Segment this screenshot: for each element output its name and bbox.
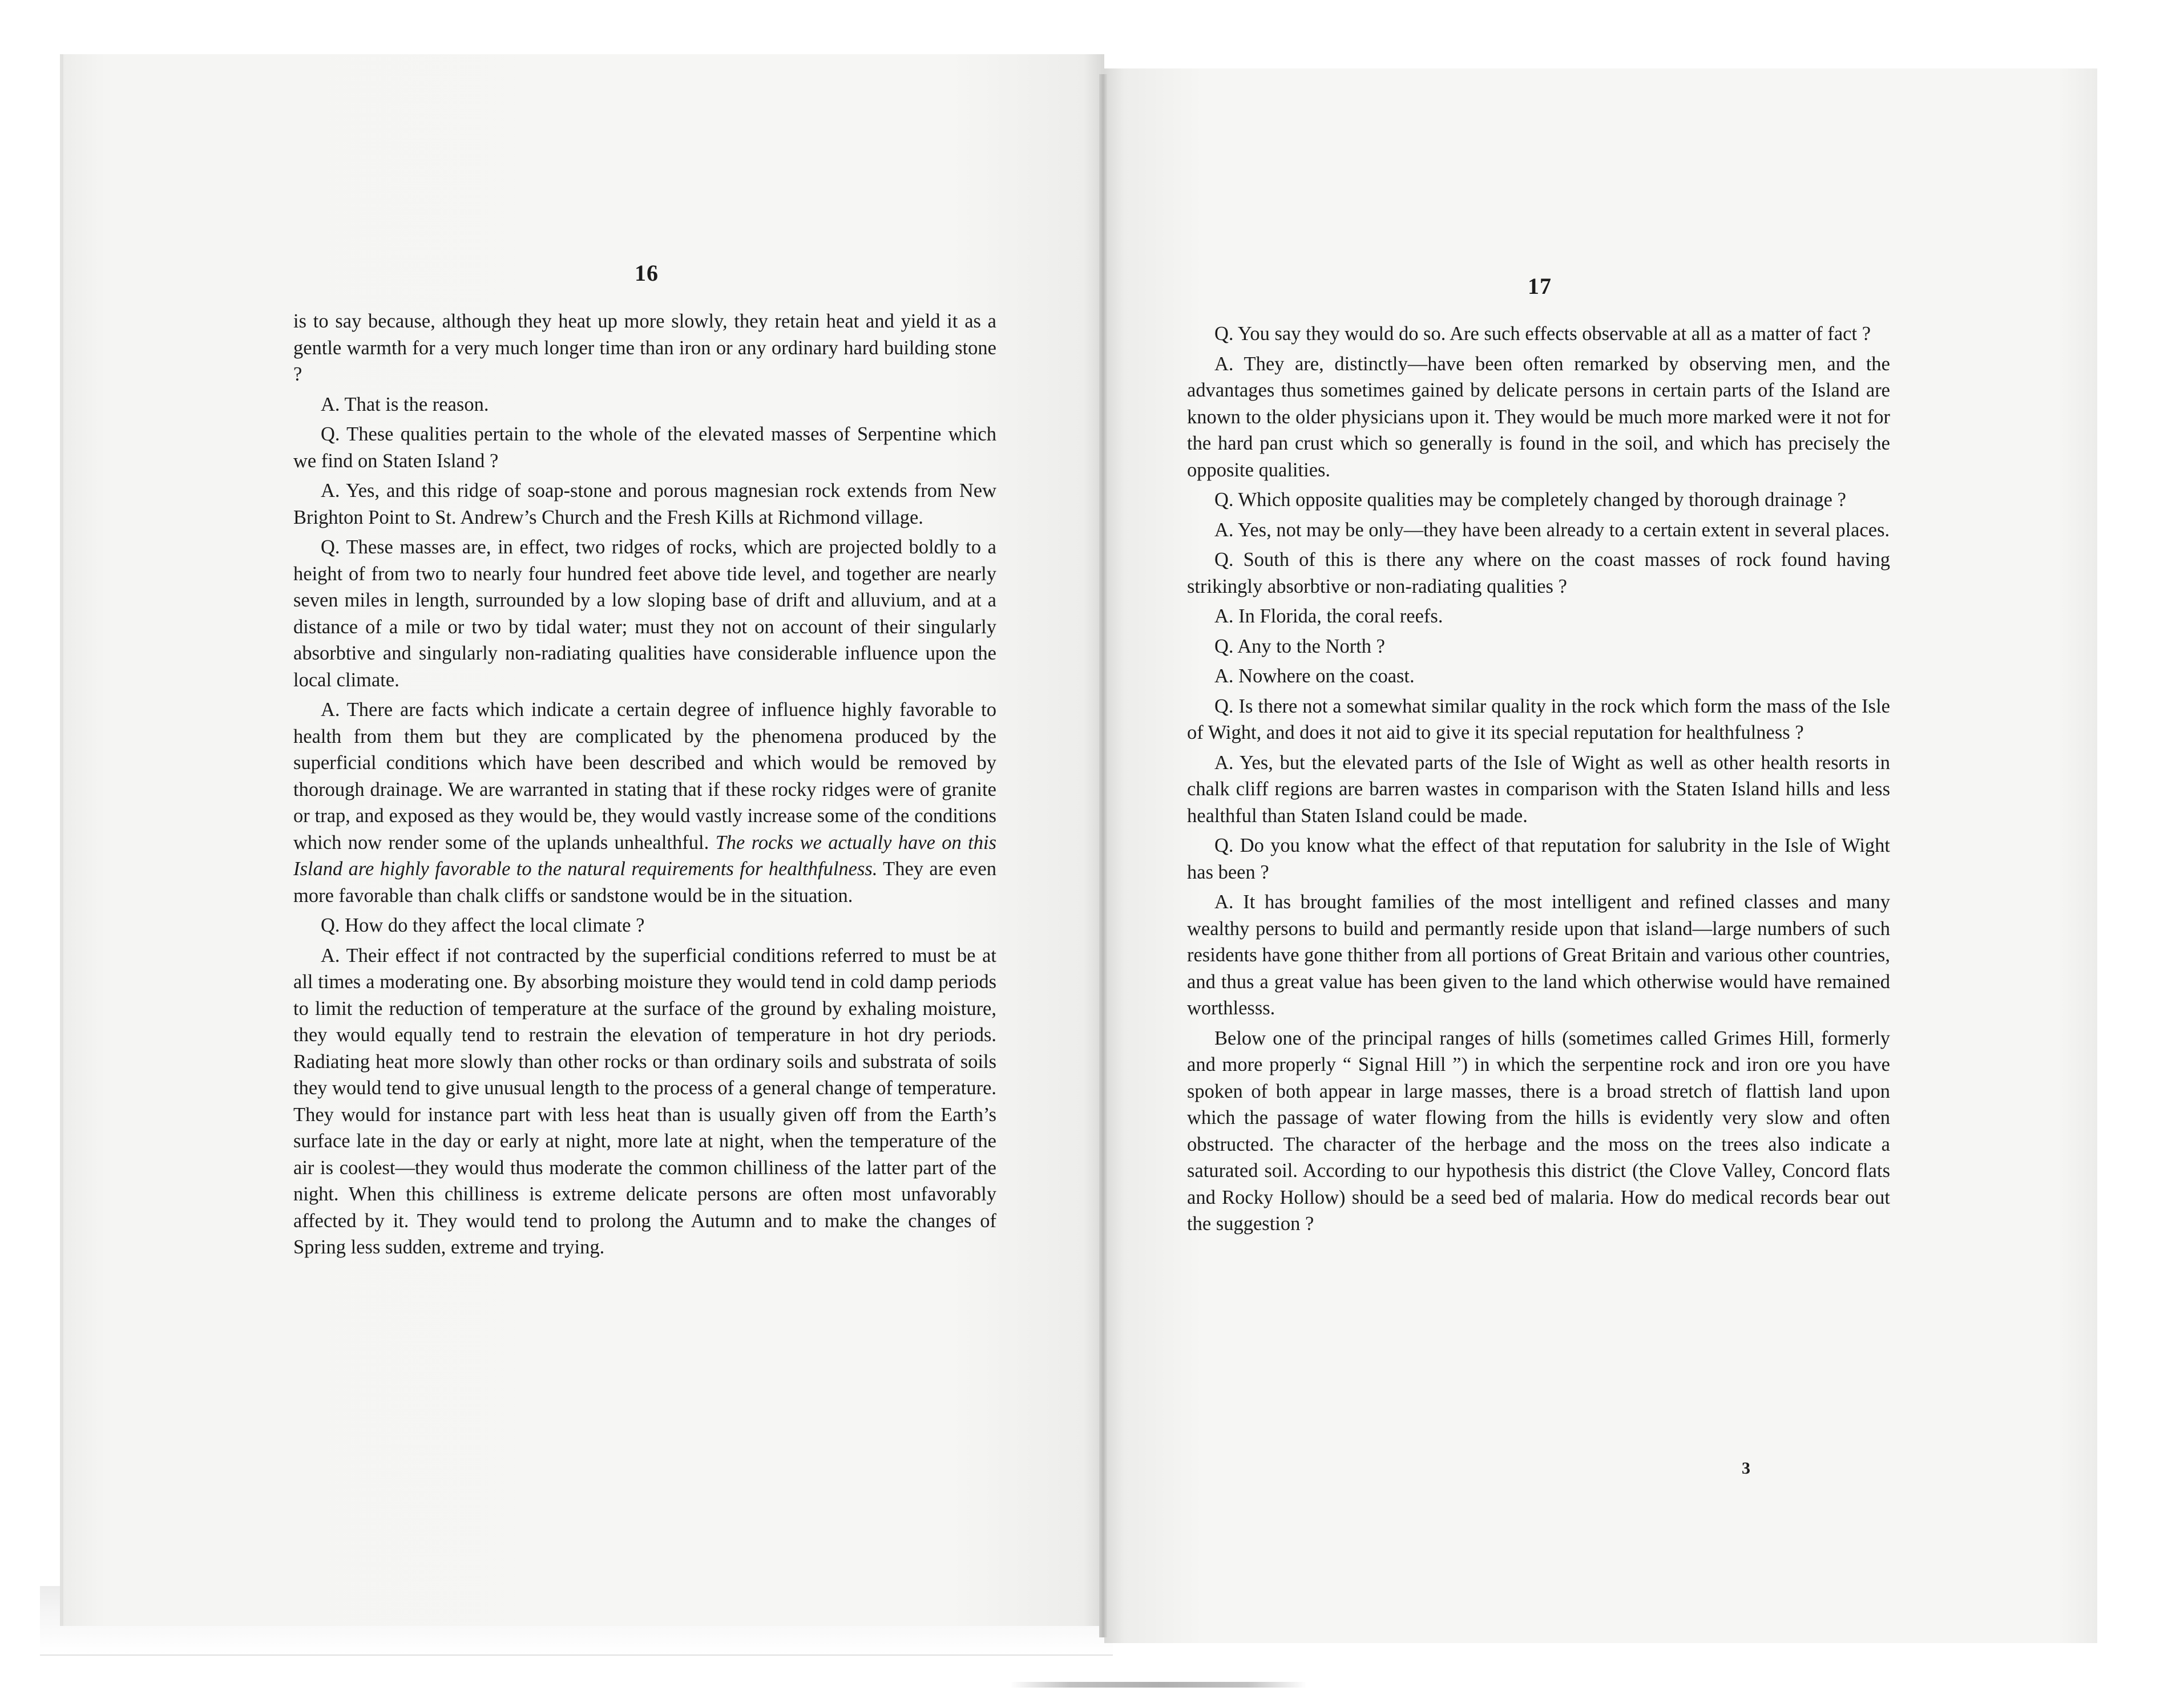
paragraph: A. In Florida, the coral reefs. [1214, 605, 1443, 627]
paragraph: A. It has brought families of the most intelligent and refined classes and many wealthy persons to build and permantly reside upon that island—large numbers of such residents have gone thither from all portions of Great Britain and various other countries, and thus a great value has been given to the land which otherwise would have remained worthlesss. [1187, 891, 1890, 1019]
paragraph: Q. These masses are, in effect, two ridges of rocks, which are projected boldly to a height of from two to nearly four hundred feet above tide level, and together are nearly seven miles in length, surrounded by a low sloping base of drift and alluvium, and at a distance of a mile or two by tidal water; must they not on account of their singularly absorbtive and singularly non-radiating qualities have considerable influence upon the local climate. [293, 536, 996, 691]
paragraph: Q. How do they affect the local climate ? [321, 915, 645, 936]
paragraph: A. They are, distinctly—have been often remarked by observing men, and the advantages thus sometimes gained by delicate persons in certain parts of the Island are known to the older physicians upon it. They would be much more marked were it not for the hard pan crust which so generally is found in the soil, and which has precisely the opposite qualities. [1187, 353, 1890, 481]
paragraph: A. Yes, and this ridge of soap-stone and porous magnesian rock extends from New Brighton Point to St. Andrew’s Church and the Fresh Kills at Richmond village. [293, 480, 996, 528]
left-page-text [293, 308, 996, 1264]
paragraph: Q. You say they would do so. Are such effects observable at all as a matter of fact ? [1214, 323, 1871, 345]
right-page-text [1187, 321, 1890, 1241]
paragraph-text: A. There are facts which indicate a certain degree of influence highly favorable to health from them but they are complicated by the phenomena produced by the superficial conditions which have been described and which would be removed by thorough drainage. We are warranted in stating that if these rocky ridges were of granite or trap, and exposed as they would be, they would vastly increase some of the conditions which now render some of the uplands unhealthful. [293, 699, 996, 853]
paragraph-text: They are even more favorable than chalk cliffs or sandstone would be in the situation. [293, 858, 996, 907]
paragraph: A. That is the reason. [321, 393, 489, 415]
paragraph: A. Nowhere on the coast. [1214, 665, 1415, 687]
paragraph: Q. Any to the North ? [1214, 635, 1385, 657]
right-page-number: 17 [1528, 273, 1552, 299]
signature-mark: 3 [1742, 1459, 1750, 1478]
paragraph: A. Yes, not may be only—they have been already to a certain extent in several places. [1214, 519, 1890, 541]
paragraph: is to say because, although they heat up more slowly, they retain heat and yield it as a gentle warmth for a very much longer time than iron or any ordinary hard building stone ? [293, 310, 996, 385]
paragraph: Q. Is there not a somewhat similar quality in the rock which form the mass of the Isle of Wight, and does it not aid to give it its special reputation for healthfulness ? [1187, 695, 1890, 743]
paragraph: Q. South of this is there any where on the coast masses of rock found having strikingly absorbtive or non-radiating qualities ? [1187, 549, 1890, 597]
book-gutter [1099, 74, 1107, 1637]
italic-emphasis: The rocks we actually have on this Island are highly favorable to the natural requirements for healthfulness. [293, 831, 996, 880]
paragraph [293, 697, 996, 909]
paragraph: Q. Do you know what the effect of that reputation for salubrity in the Isle of Wight has been ? [1187, 835, 1890, 883]
left-page-number: 16 [635, 260, 659, 286]
paragraph: A. Yes, but the elevated parts of the Isle of Wight as well as other health resorts in chalk cliff regions are barren wastes in comparison with the Staten Island hills and less healthful than Staten Island could be made. [1187, 751, 1890, 827]
paragraph: Below one of the principal ranges of hills (sometimes called Grimes Hill, formerly and more properly “ Signal Hill ”) in which the serpentine rock and iron ore you have spoken of both appear in large masses, there is a broad stretch of flattish land upon which the passage of water flowing from the hills is evidently very slow and often obstructed. The character of the herbage and the moss on the trees also indicate a saturated soil. According to our hypothesis this district (the Clove Valley, Concord flats and Rocky Hollow) should be a seed bed of malaria. How do medical records bear out the suggestion ? [1187, 1027, 1890, 1235]
binding-mark [1010, 1682, 1307, 1688]
paragraph: A. Their effect if not contracted by the superficial conditions referred to must be at all times a moderating one. By absorbing moisture they would tend in cold damp periods to limit the reduction of temperature at the surface of the ground by exhaling moisture, they would equally tend to restrain the elevation of temperature in hot dry periods. Radiating heat more slowly than other rocks or than ordinary soils and substrata of soils they would tend to give unusual length to the process of a general change of temperature. They would for instance part with less heat than is usually given off from the Earth’s surface late in the day or early at night, more late at night, when the temperature of the air is coolest—they would thus moderate the common chilliness of the latter part of the night. When this chilliness is extreme delicate persons are often most unfavorably affected by it. They would tend to prolong the Autumn and to make the changes of Spring less sudden, extreme and trying. [293, 944, 997, 1258]
paragraph: Q. These qualities pertain to the whole of the elevated masses of Serpentine which we find on Staten Island ? [293, 423, 996, 472]
paragraph: Q. Which opposite qualities may be completely changed by thorough drainage ? [1214, 489, 1846, 511]
